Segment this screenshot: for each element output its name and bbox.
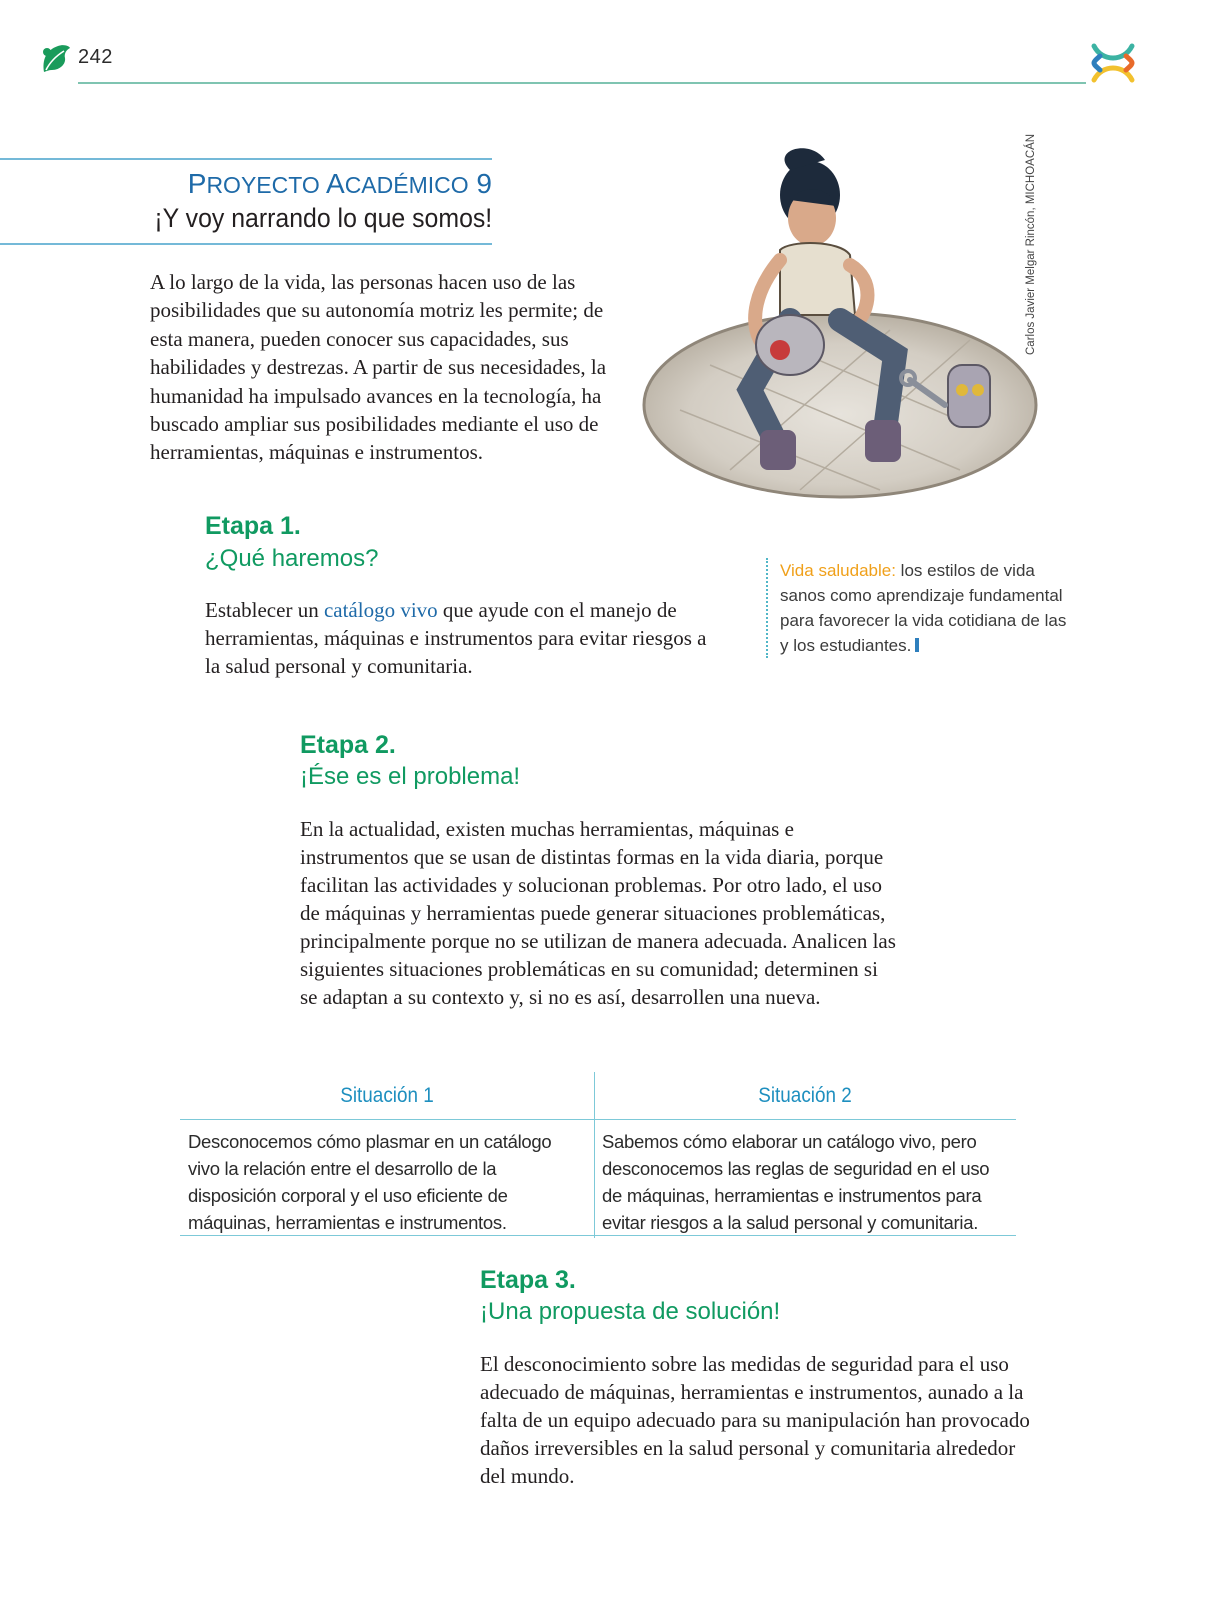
illustration-credit: Carlos Javier Melgar Rincón, MICHOACÁN <box>1025 133 1037 355</box>
situation-2-header: Situación 2 <box>758 1084 852 1107</box>
project-subtitle: ¡Y voy narrando lo que somos! <box>154 203 492 233</box>
catalog-term: catálogo vivo <box>323 598 438 622</box>
project-title: PROYECTO ACADÉMICO 9 <box>187 168 492 199</box>
stage-1-question: ¿Qué haremos? <box>205 545 379 572</box>
stage-3-question: ¡Una propuesta de solución! <box>480 1298 781 1325</box>
page-number: 242 <box>78 46 113 68</box>
stage-3-label: Etapa 3. <box>480 1266 576 1294</box>
situations-table <box>180 1072 1016 1238</box>
stage-1-label: Etapa 1. <box>205 512 301 540</box>
situation-1-text: Desconocemos cómo plasmar en un catálogo vivo la relación entre el desarrollo de la disposición corporal y el uso eficiente de máquinas, herramientas e instrumentos. <box>188 1131 552 1233</box>
title-rule-bottom <box>0 243 492 245</box>
leaf-icon <box>38 42 72 76</box>
stage-2-question: ¡Ése es el problema! <box>300 763 521 790</box>
header-divider <box>78 82 1086 84</box>
end-mark <box>915 638 919 652</box>
interlaced-rings-icon <box>1088 38 1138 88</box>
sidebar-note: Vida saludable: los estilos de vida sanos como aprendizaje fundamental para favorecer la vida cotidiana de las y los estudiantes. <box>766 558 1070 658</box>
stage-2-label: Etapa 2. <box>300 731 396 759</box>
title-rule-top <box>0 158 492 160</box>
stage-3-text: El desconocimiento sobre las medidas de seguridad para el uso adecuado de máquinas, herramientas e instrumentos, aunado a la falta de un equipo adecuado para su manipulación han provocado daños irreversibles en la salud personal y comunitaria alrededor del mundo. <box>480 1352 1030 1488</box>
table-column-divider <box>594 1072 595 1238</box>
table-header-rule <box>180 1119 1016 1120</box>
sidebar-note-term: Vida saludable: <box>780 561 896 580</box>
situation-2-text: Sabemos cómo elaborar un catálogo vivo, pero desconocemos las reglas de seguridad en el uso de máquinas, herramientas e instrumentos para evitar riesgos a la salud personal y comunitaria. <box>602 1131 990 1233</box>
stage-2-text: En la actualidad, existen muchas herramientas, máquinas e instrumentos que se usan de distintas formas en la vida diaria, porque facilitan las actividades y solucionan problemas. Por otro lado, el uso de máquinas y herramientas puede generar situaciones problemáticas, principalmente porque no se utilizan de manera adecuada. Analicen las siguientes situaciones problemáticas en su comunidad; determinen si se adaptan a su contexto y, si no es así, desarrollen una nueva. <box>300 817 896 1009</box>
stage-1-text: Establecer un catálogo vivo que ayude con el manejo de herramientas, máquinas e instrumentos para evitar riesgos a la salud personal y comunitaria. <box>205 598 707 678</box>
girl-repairing-robot-illustration <box>640 133 1040 510</box>
situation-1-header: Situación 1 <box>340 1084 434 1107</box>
intro-paragraph: A lo largo de la vida, las personas hacen uso de las posibilidades que su autonomía motriz les permite; de esta manera, pueden conocer sus capacidades, sus habilidades y destrezas. A partir de sus necesidades, la humanidad ha impulsado avances en la tecnología, ha buscado ampliar sus posibilidades mediante el uso de herramientas, máquinas e instrumentos. <box>150 270 607 465</box>
